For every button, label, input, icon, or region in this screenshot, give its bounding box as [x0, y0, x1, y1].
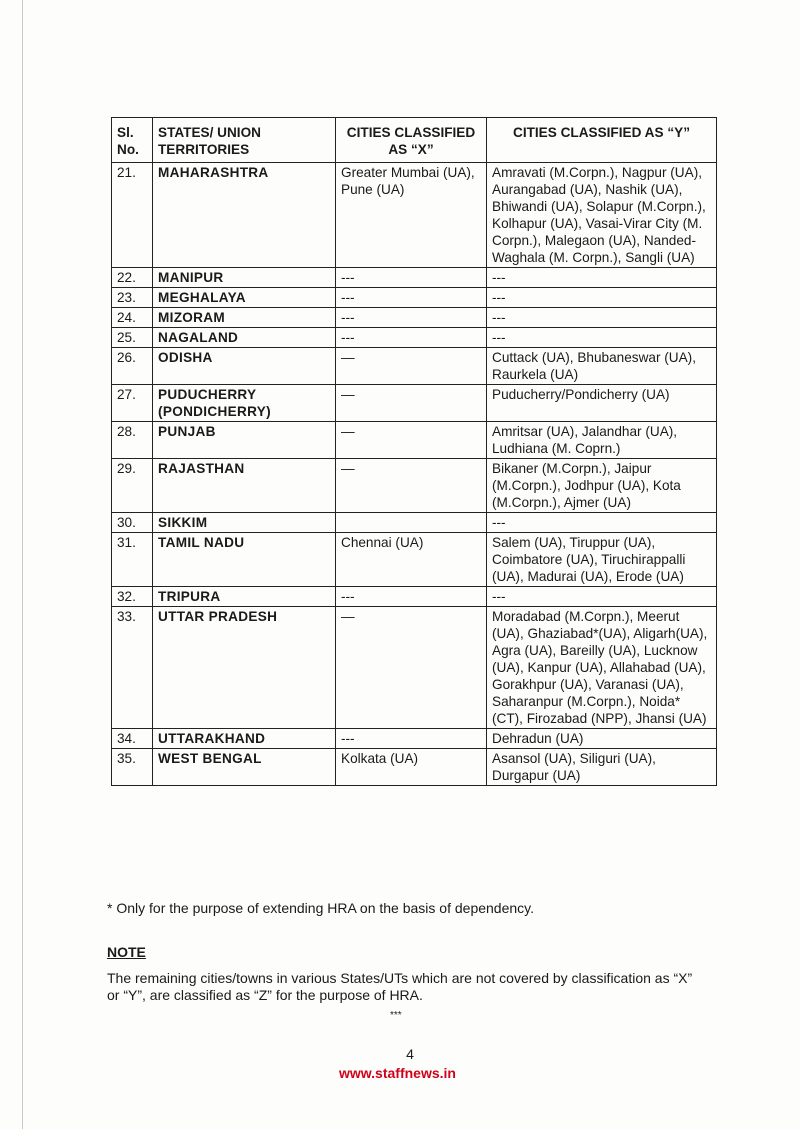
cell-x: Greater Mumbai (UA), Pune (UA): [336, 163, 487, 268]
cell-sl: 29.: [112, 459, 153, 513]
cell-sl: 32.: [112, 587, 153, 607]
cell-x: ---: [336, 587, 487, 607]
cell-state: MIZORAM: [153, 308, 336, 328]
cell-sl: 28.: [112, 422, 153, 459]
table-row: [112, 268, 717, 288]
cell-y: ---: [487, 308, 717, 328]
cell-x: Kolkata (UA): [336, 749, 487, 786]
cell-y: Asansol (UA), Siliguri (UA), Durgapur (UA): [487, 749, 717, 786]
header-sl-no: Sl. No.: [112, 118, 153, 163]
cell-y: ---: [487, 513, 717, 533]
cell-sl: 22.: [112, 268, 153, 288]
table-row: [112, 749, 717, 786]
cell-state: MANIPUR: [153, 268, 336, 288]
cell-y: ---: [487, 288, 717, 308]
cell-sl: 30.: [112, 513, 153, 533]
cell-y: Bikaner (M.Corpn.), Jaipur (M.Corpn.), Jodhpur (UA), Kota (M.Corpn.), Ajmer (UA): [487, 459, 717, 513]
table-header-row: [112, 118, 717, 163]
header-cities-x: CITIES CLASSIFIED AS “X”: [336, 118, 487, 163]
table-row: [112, 163, 717, 268]
cell-x: —: [336, 348, 487, 385]
cell-sl: 26.: [112, 348, 153, 385]
cell-state: RAJASTHAN: [153, 459, 336, 513]
cell-y: ---: [487, 268, 717, 288]
cell-sl: 34.: [112, 729, 153, 749]
cell-sl: 24.: [112, 308, 153, 328]
cell-sl: 25.: [112, 328, 153, 348]
table-row: [112, 587, 717, 607]
table-row: [112, 513, 717, 533]
table-row: [112, 422, 717, 459]
hra-classification-table: [111, 117, 717, 786]
page-edge-line: [22, 0, 23, 1129]
cell-x: ---: [336, 729, 487, 749]
cell-y: Puducherry/Pondicherry (UA): [487, 385, 717, 422]
header-cities-y: CITIES CLASSIFIED AS “Y”: [487, 118, 717, 163]
note-text: The remaining cities/towns in various States/UTs which are not covered by classification as “X” or “Y”, are classified as “Z” for the purpose of HRA.: [107, 970, 693, 1003]
cell-sl: 21.: [112, 163, 153, 268]
cell-state: MAHARASHTRA: [153, 163, 336, 268]
cell-state: SIKKIM: [153, 513, 336, 533]
table-row: [112, 607, 717, 729]
table-row: [112, 308, 717, 328]
note-title: NOTE: [107, 944, 146, 960]
cell-sl: 33.: [112, 607, 153, 729]
table-row: [112, 729, 717, 749]
table-row: [112, 459, 717, 513]
cell-x: [336, 513, 487, 533]
cell-state: UTTARAKHAND: [153, 729, 336, 749]
cell-x: —: [336, 385, 487, 422]
cell-x: ---: [336, 268, 487, 288]
cell-y: Salem (UA), Tiruppur (UA), Coimbatore (UA), Tiruchirappalli (UA), Madurai (UA), Erode (UA): [487, 533, 717, 587]
end-stars: ***: [390, 1010, 402, 1021]
cell-state: UTTAR PRADESH: [153, 607, 336, 729]
cell-state: TAMIL NADU: [153, 533, 336, 587]
page-number: 4: [406, 1046, 414, 1062]
cell-y: Cuttack (UA), Bhubaneswar (UA), Raurkela (UA): [487, 348, 717, 385]
cell-y: Amritsar (UA), Jalandhar (UA), Ludhiana (M. Coprn.): [487, 422, 717, 459]
cell-sl: 23.: [112, 288, 153, 308]
cell-x: ---: [336, 288, 487, 308]
footnote: * Only for the purpose of extending HRA on the basis of dependency.: [107, 900, 535, 916]
table-row: [112, 385, 717, 422]
table-row: [112, 328, 717, 348]
cell-state: ODISHA: [153, 348, 336, 385]
table-row: [112, 288, 717, 308]
cell-state: PUNJAB: [153, 422, 336, 459]
cell-state: WEST BENGAL: [153, 749, 336, 786]
cell-sl: 35.: [112, 749, 153, 786]
cell-y: Amravati (M.Corpn.), Nagpur (UA), Aurangabad (UA), Nashik (UA), Bhiwandi (UA), Solapur (M.Corpn.), Kolhapur (UA), Vasai-Virar City (M. Corpn.), Malegaon (UA), Nanded-Waghala (M. Corpn.), Sangli (UA): [487, 163, 717, 268]
cell-x: ---: [336, 328, 487, 348]
cell-x: —: [336, 607, 487, 729]
cell-x: Chennai (UA): [336, 533, 487, 587]
cell-state: PUDUCHERRY (PONDICHERRY): [153, 385, 336, 422]
site-url: www.staffnews.in: [339, 1065, 456, 1081]
cell-state: MEGHALAYA: [153, 288, 336, 308]
cell-state: TRIPURA: [153, 587, 336, 607]
cell-y: ---: [487, 328, 717, 348]
cell-sl: 27.: [112, 385, 153, 422]
table-row: [112, 533, 717, 587]
cell-sl: 31.: [112, 533, 153, 587]
cell-x: —: [336, 422, 487, 459]
cell-y: ---: [487, 587, 717, 607]
cell-x: —: [336, 459, 487, 513]
table-row: [112, 348, 717, 385]
cell-state: NAGALAND: [153, 328, 336, 348]
header-states: STATES/ UNION TERRITORIES: [153, 118, 336, 163]
cell-x: ---: [336, 308, 487, 328]
cell-y: Moradabad (M.Corpn.), Meerut (UA), Ghaziabad*(UA), Aligarh(UA), Agra (UA), Bareilly (UA), Lucknow (UA), Kanpur (UA), Allahabad (UA), Gorakhpur (UA), Varanasi (UA), Saharanpur (M.Corpn.), Noida* (CT), Firozabad (NPP), Jhansi (UA): [487, 607, 717, 729]
cell-y: Dehradun (UA): [487, 729, 717, 749]
